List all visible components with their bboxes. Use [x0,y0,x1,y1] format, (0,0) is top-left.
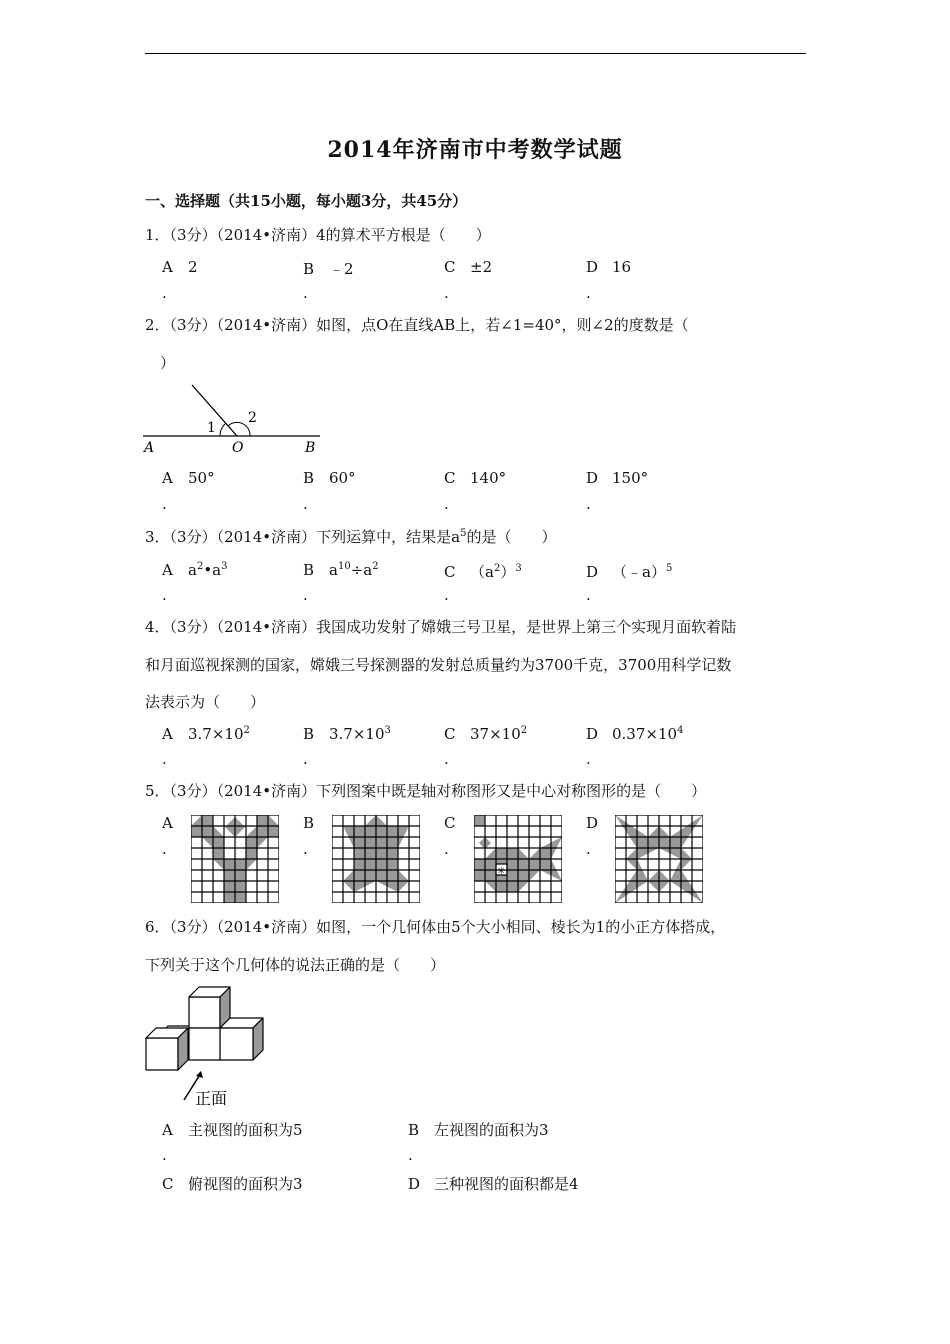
q2-option-a[interactable]: A 50° [162,469,215,487]
option-dot: . [408,1146,413,1164]
q4-option-c[interactable]: C $37\times 10^2$ [444,725,528,743]
pattern-d[interactable] [615,815,703,903]
arrow-head-icon [196,1071,203,1078]
q2-option-c[interactable]: C 140° [444,469,507,487]
question-2-text-cont: ） [160,354,176,372]
question-1-text: 1．（3分）（2014•济南）4的算术平方根是（ ） [145,226,491,244]
cube-figure [143,985,273,1110]
option-dot: . [444,495,449,513]
q1-option-d[interactable]: D 16 [586,258,632,276]
q4-option-b[interactable]: B $3.7\times 10^3$ [303,725,391,743]
label-2: 2 [248,410,257,426]
option-dot: . [444,750,449,768]
pattern-c-star: ✳ [497,866,506,877]
option-dot: . [303,284,308,302]
label-a: A [144,440,155,456]
option-dot: . [303,750,308,768]
question-4-line-3: 法表示为（ ） [145,693,266,711]
option-dot: . [586,586,591,604]
q4-option-a[interactable]: A $3.7\times 10^2$ [162,725,250,743]
label-b: B [305,440,316,456]
q5-option-d-letter[interactable]: D [586,814,599,832]
q3-option-b[interactable]: B $a^{10}\div a^2$ [303,561,379,579]
q3-option-a[interactable]: A $a^2•a^3$ [162,561,228,579]
label-o: O [232,440,244,456]
option-dot: . [162,284,167,302]
pattern-b[interactable] [332,815,420,903]
section-heading: 一、选择题（共15小题，每小题3分，共45分） [145,192,468,210]
option-dot: . [586,840,591,858]
q2-option-d[interactable]: D 150° [586,469,649,487]
q1-option-c[interactable]: C ±2 [444,258,493,276]
option-dot: . [162,495,167,513]
option-dot: . [586,750,591,768]
question-2-text: 2．（3分）（2014•济南）如图，点O在直线AB上，若∠1=40°，则∠2的度数是（ [145,316,689,334]
q3-option-d[interactable]: D （﹣a）$^5$ [586,563,673,581]
option-dot: . [162,586,167,604]
q3-option-c[interactable]: C $(a^2)^3$ [444,563,522,581]
q2-option-b[interactable]: B 60° [303,469,356,487]
option-dot: . [444,840,449,858]
question-3-text: 3．（3分）（2014•济南）下列运算中，结果是$a^5$的是（ ） [145,528,557,546]
header-rule [145,53,806,54]
question-4-line-2: 和月面巡视探测的国家，嫦娥三号探测器的发射总质量约为3700千克，3700用科学记数 [145,656,732,674]
option-dot: . [586,284,591,302]
question-6-line-2: 下列关于这个几何体的说法正确的是（ ） [145,956,446,974]
option-dot: . [162,840,167,858]
option-dot: . [162,1146,167,1164]
option-dot: . [444,284,449,302]
page-title: 2014年济南市中考数学试题 [327,137,623,163]
q6-option-d[interactable]: D 三种视图的面积都是4 [408,1175,579,1193]
q1-option-b[interactable]: B ﹣2 [303,260,354,278]
option-dot: . [444,586,449,604]
q6-option-c[interactable]: C 俯视图的面积为3 [162,1175,303,1193]
pattern-a[interactable] [191,815,279,903]
question-6-line-1: 6．（3分）（2014•济南）如图，一个几何体由5个大小相同、棱长为1的小正方体搭成， [145,918,726,936]
option-dot: . [303,495,308,513]
option-dot: . [303,586,308,604]
option-dot: . [586,495,591,513]
q6-option-b[interactable]: B 左视图的面积为3 [408,1121,549,1139]
label-1: 1 [207,420,216,436]
q1-option-a[interactable]: A 2 [162,258,198,276]
question-5-text: 5．（3分）（2014•济南）下列图案中既是轴对称图形又是中心对称图形的是（ ） [145,782,707,800]
q5-option-a-letter[interactable]: A [162,814,173,832]
option-dot: . [162,750,167,768]
q6-option-a[interactable]: A 主视图的面积为5 [162,1121,303,1139]
angle-figure [140,380,330,460]
q4-option-d[interactable]: D $0.37\times 10^4$ [586,725,684,743]
option-dot: . [303,840,308,858]
q5-option-b-letter[interactable]: B [303,814,315,832]
question-4-line-1: 4．（3分）（2014•济南）我国成功发射了嫦娥三号卫星，是世界上第三个实现月面软着陆 [145,618,737,636]
pattern-c[interactable] [474,815,562,903]
front-view-label: 正面 [195,1089,228,1108]
q5-option-c-letter[interactable]: C [444,814,456,832]
arc-angle-1 [220,423,226,436]
